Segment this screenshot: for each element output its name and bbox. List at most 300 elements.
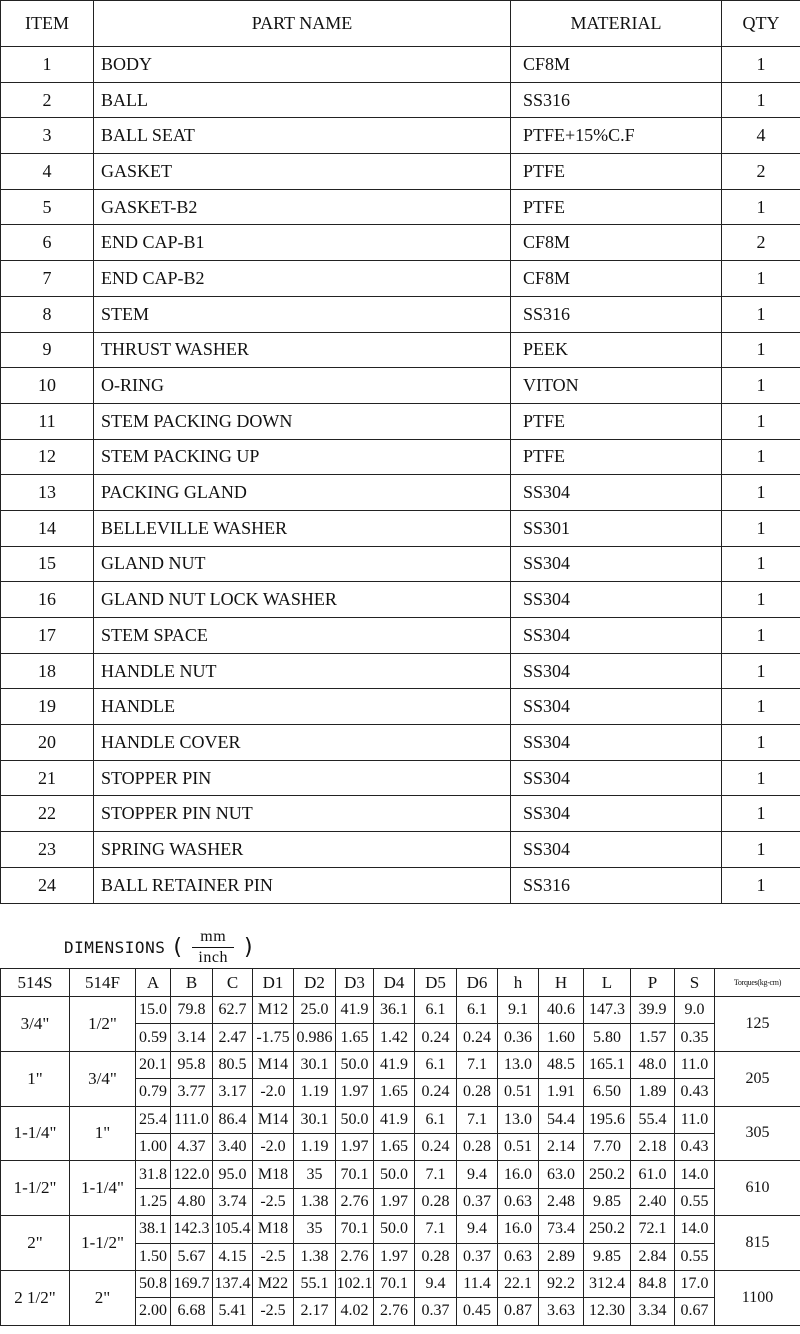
part-item-number: 4 <box>1 154 94 190</box>
part-name: BELLEVILLE WASHER <box>94 510 511 546</box>
dimension-value-inch: 0.35 <box>675 1024 715 1051</box>
torque-value: 125 <box>715 997 800 1052</box>
dimension-value-inch: 0.28 <box>415 1243 457 1270</box>
part-name: STEM PACKING DOWN <box>94 403 511 439</box>
dimension-value-inch: 5.41 <box>213 1298 253 1325</box>
dimension-value-inch: 1.38 <box>294 1188 336 1215</box>
dimension-value-inch: 0.24 <box>415 1024 457 1051</box>
part-item-number: 18 <box>1 653 94 689</box>
part-item-number: 5 <box>1 189 94 225</box>
part-item-number: 7 <box>1 261 94 297</box>
dimension-row-mm <box>1 1161 800 1188</box>
part-qty: 1 <box>722 832 800 868</box>
dimension-value-inch: 12.30 <box>584 1298 631 1325</box>
unit-mm: mm <box>192 928 234 948</box>
dimension-value-inch: 1.65 <box>336 1024 374 1051</box>
dimensions-heading <box>64 928 261 967</box>
dimension-column-header: H <box>539 969 584 997</box>
parts-row <box>1 439 800 475</box>
header-qty: QTY <box>722 1 800 47</box>
dimension-value-inch: 1.97 <box>374 1188 415 1215</box>
parts-row <box>1 510 800 546</box>
dimension-value-inch: 2.47 <box>213 1024 253 1051</box>
dimension-value-mm: 35 <box>294 1216 336 1243</box>
dimensions-header-row <box>1 969 800 997</box>
part-item-number: 1 <box>1 47 94 83</box>
dimension-value-inch: 1.38 <box>294 1243 336 1270</box>
dimension-value-mm: 312.4 <box>584 1270 631 1297</box>
dimension-value-mm: 40.6 <box>539 997 584 1024</box>
size-514s: 2 1/2" <box>1 1270 70 1325</box>
d1-pitch: -2.0 <box>253 1133 294 1160</box>
dimension-value-inch: 0.55 <box>675 1243 715 1270</box>
dimension-value-inch: 0.67 <box>675 1298 715 1325</box>
dimension-value-mm: 147.3 <box>584 997 631 1024</box>
dimension-value-mm: 38.1 <box>136 1216 171 1243</box>
dimension-value-mm: 72.1 <box>631 1216 675 1243</box>
dimension-row-mm <box>1 1106 800 1133</box>
part-qty: 1 <box>722 332 800 368</box>
dimension-value-mm: 92.2 <box>539 1270 584 1297</box>
part-material: VITON <box>511 368 722 404</box>
dimension-value-mm: 13.0 <box>498 1106 539 1133</box>
part-item-number: 9 <box>1 332 94 368</box>
dimension-value-inch: 0.37 <box>415 1298 457 1325</box>
part-item-number: 10 <box>1 368 94 404</box>
parts-row <box>1 332 800 368</box>
part-name: STOPPER PIN <box>94 760 511 796</box>
dimension-column-header: A <box>136 969 171 997</box>
part-material: SS304 <box>511 546 722 582</box>
dimension-value-mm: 30.1 <box>294 1106 336 1133</box>
dimension-value-mm: 70.1 <box>374 1270 415 1297</box>
dimension-value-mm: 25.4 <box>136 1106 171 1133</box>
dimension-value-mm: 41.9 <box>374 1051 415 1078</box>
part-material: SS304 <box>511 689 722 725</box>
part-qty: 1 <box>722 689 800 725</box>
dimension-value-mm: 36.1 <box>374 997 415 1024</box>
part-item-number: 24 <box>1 867 94 903</box>
dimension-value-inch: 3.17 <box>213 1079 253 1106</box>
dimension-value-mm: 7.1 <box>457 1051 498 1078</box>
dimension-column-header: L <box>584 969 631 997</box>
d1-thread: M18 <box>253 1161 294 1188</box>
dimensions-table <box>0 968 800 1326</box>
dimension-value-inch: 0.24 <box>415 1133 457 1160</box>
dimension-value-inch: 3.74 <box>213 1188 253 1215</box>
dimension-row-mm <box>1 1216 800 1243</box>
dimension-value-inch: 5.80 <box>584 1024 631 1051</box>
dimension-value-inch: 1.42 <box>374 1024 415 1051</box>
part-item-number: 6 <box>1 225 94 261</box>
dimension-value-mm: 86.4 <box>213 1106 253 1133</box>
part-item-number: 22 <box>1 796 94 832</box>
part-material: PTFE <box>511 403 722 439</box>
part-item-number: 23 <box>1 832 94 868</box>
part-qty: 1 <box>722 82 800 118</box>
d1-pitch: -2.5 <box>253 1298 294 1325</box>
d1-thread: M14 <box>253 1051 294 1078</box>
dimension-value-inch: 1.25 <box>136 1188 171 1215</box>
dimension-value-mm: 7.1 <box>457 1106 498 1133</box>
part-name: STEM PACKING UP <box>94 439 511 475</box>
part-name: GLAND NUT <box>94 546 511 582</box>
dimension-column-header: C <box>213 969 253 997</box>
dimension-value-inch: 1.65 <box>374 1079 415 1106</box>
dimension-value-mm: 11.4 <box>457 1270 498 1297</box>
dimension-value-mm: 7.1 <box>415 1161 457 1188</box>
dimension-value-mm: 55.1 <box>294 1270 336 1297</box>
dimension-column-header: D5 <box>415 969 457 997</box>
part-name: HANDLE NUT <box>94 653 511 689</box>
part-item-number: 16 <box>1 582 94 618</box>
part-qty: 1 <box>722 296 800 332</box>
parts-row <box>1 118 800 154</box>
dimension-value-mm: 7.1 <box>415 1216 457 1243</box>
parts-row <box>1 189 800 225</box>
dimension-value-mm: 165.1 <box>584 1051 631 1078</box>
part-qty: 1 <box>722 582 800 618</box>
dimension-value-inch: 1.57 <box>631 1024 675 1051</box>
dimension-value-inch: 0.45 <box>457 1298 498 1325</box>
dimension-value-inch: 0.36 <box>498 1024 539 1051</box>
dimension-value-mm: 70.1 <box>336 1216 374 1243</box>
dimension-value-mm: 50.0 <box>374 1161 415 1188</box>
dimension-value-inch: 0.37 <box>457 1243 498 1270</box>
parts-row <box>1 296 800 332</box>
part-material: SS304 <box>511 760 722 796</box>
dimension-value-mm: 13.0 <box>498 1051 539 1078</box>
dimension-value-inch: 4.15 <box>213 1243 253 1270</box>
dimension-column-header: h <box>498 969 539 997</box>
part-name: END CAP-B1 <box>94 225 511 261</box>
d1-thread: M18 <box>253 1216 294 1243</box>
part-material: SS301 <box>511 510 722 546</box>
dimension-value-inch: 1.91 <box>539 1079 584 1106</box>
part-name: BALL RETAINER PIN <box>94 867 511 903</box>
dimension-value-mm: 169.7 <box>171 1270 213 1297</box>
dimension-column-header: 514F <box>70 969 136 997</box>
dimension-value-mm: 142.3 <box>171 1216 213 1243</box>
dimension-value-mm: 35 <box>294 1161 336 1188</box>
parts-row <box>1 154 800 190</box>
part-material: SS304 <box>511 618 722 654</box>
header-material: MATERIAL <box>511 1 722 47</box>
dimension-value-mm: 6.1 <box>415 1106 457 1133</box>
dimension-value-mm: 39.9 <box>631 997 675 1024</box>
dimension-value-inch: 0.43 <box>675 1133 715 1160</box>
dimension-value-inch: 2.14 <box>539 1133 584 1160</box>
dimension-value-inch: 0.37 <box>457 1188 498 1215</box>
part-material: SS304 <box>511 832 722 868</box>
parts-row <box>1 261 800 297</box>
dimension-value-inch: 2.76 <box>336 1243 374 1270</box>
dimension-value-inch: 0.24 <box>415 1079 457 1106</box>
dimension-value-inch: 2.17 <box>294 1298 336 1325</box>
dimension-value-mm: 22.1 <box>498 1270 539 1297</box>
part-material: SS304 <box>511 475 722 511</box>
d1-thread: M14 <box>253 1106 294 1133</box>
torque-value: 610 <box>715 1161 800 1216</box>
part-name: GASKET <box>94 154 511 190</box>
dimension-value-mm: 9.4 <box>415 1270 457 1297</box>
parts-row <box>1 475 800 511</box>
dimension-value-mm: 63.0 <box>539 1161 584 1188</box>
parts-row <box>1 760 800 796</box>
header-part-name: PART NAME <box>94 1 511 47</box>
dimension-value-mm: 11.0 <box>675 1051 715 1078</box>
part-name: STEM <box>94 296 511 332</box>
part-item-number: 21 <box>1 760 94 796</box>
dimension-value-mm: 50.0 <box>336 1051 374 1078</box>
part-name: STOPPER PIN NUT <box>94 796 511 832</box>
dimension-value-mm: 15.0 <box>136 997 171 1024</box>
dimension-value-inch: 3.14 <box>171 1024 213 1051</box>
part-qty: 1 <box>722 618 800 654</box>
part-qty: 1 <box>722 546 800 582</box>
dimension-value-mm: 137.4 <box>213 1270 253 1297</box>
part-material: CF8M <box>511 261 722 297</box>
dimension-value-mm: 250.2 <box>584 1216 631 1243</box>
dimension-value-mm: 54.4 <box>539 1106 584 1133</box>
part-name: STEM SPACE <box>94 618 511 654</box>
dimension-value-inch: 0.87 <box>498 1298 539 1325</box>
dimension-column-header: D3 <box>336 969 374 997</box>
part-name: HANDLE <box>94 689 511 725</box>
torque-value: 305 <box>715 1106 800 1161</box>
dimension-value-mm: 79.8 <box>171 997 213 1024</box>
dimension-column-header: D4 <box>374 969 415 997</box>
dimension-value-inch: 2.18 <box>631 1133 675 1160</box>
dimension-value-inch: 2.76 <box>374 1298 415 1325</box>
dimension-column-header: 514S <box>1 969 70 997</box>
part-qty: 2 <box>722 154 800 190</box>
dimension-value-mm: 50.0 <box>374 1216 415 1243</box>
part-qty: 4 <box>722 118 800 154</box>
part-name: O-RING <box>94 368 511 404</box>
part-material: PTFE <box>511 439 722 475</box>
dimension-value-inch: 2.89 <box>539 1243 584 1270</box>
parts-body <box>1 47 800 904</box>
dimension-value-inch: 0.55 <box>675 1188 715 1215</box>
dimension-value-inch: 6.50 <box>584 1079 631 1106</box>
dimension-row-mm <box>1 997 800 1024</box>
dimension-value-mm: 9.4 <box>457 1161 498 1188</box>
dimension-value-mm: 61.0 <box>631 1161 675 1188</box>
part-item-number: 3 <box>1 118 94 154</box>
dimension-column-header: D2 <box>294 969 336 997</box>
part-material: PEEK <box>511 332 722 368</box>
part-item-number: 15 <box>1 546 94 582</box>
part-qty: 1 <box>722 725 800 761</box>
size-514s: 1-1/4" <box>1 1106 70 1161</box>
dimension-value-inch: 0.28 <box>457 1133 498 1160</box>
dimension-value-inch: 3.34 <box>631 1298 675 1325</box>
size-514f: 1/2" <box>70 997 136 1052</box>
part-item-number: 19 <box>1 689 94 725</box>
part-name: GASKET-B2 <box>94 189 511 225</box>
dimension-value-inch: 4.02 <box>336 1298 374 1325</box>
parts-row <box>1 582 800 618</box>
part-name: BODY <box>94 47 511 83</box>
part-name: END CAP-B2 <box>94 261 511 297</box>
dimension-column-header: P <box>631 969 675 997</box>
dimension-value-mm: 16.0 <box>498 1216 539 1243</box>
part-material: SS316 <box>511 296 722 332</box>
dimension-value-inch: 6.68 <box>171 1298 213 1325</box>
part-qty: 1 <box>722 653 800 689</box>
dimension-value-mm: 195.6 <box>584 1106 631 1133</box>
dimension-value-mm: 6.1 <box>457 997 498 1024</box>
dimension-value-inch: 0.24 <box>457 1024 498 1051</box>
part-qty: 1 <box>722 403 800 439</box>
dimension-value-inch: 1.19 <box>294 1079 336 1106</box>
part-item-number: 20 <box>1 725 94 761</box>
part-item-number: 12 <box>1 439 94 475</box>
dimension-column-header: D1 <box>253 969 294 997</box>
parts-row <box>1 225 800 261</box>
dimension-value-inch: 2.76 <box>336 1188 374 1215</box>
parts-row <box>1 546 800 582</box>
dimension-value-inch: 9.85 <box>584 1243 631 1270</box>
dimensions-title: DIMENSIONS <box>64 938 166 957</box>
parts-row <box>1 689 800 725</box>
size-514s: 2" <box>1 1216 70 1271</box>
dimension-value-mm: 16.0 <box>498 1161 539 1188</box>
dimension-value-inch: 0.986 <box>294 1024 336 1051</box>
dimension-row-mm <box>1 1051 800 1078</box>
dimension-value-mm: 9.1 <box>498 997 539 1024</box>
torque-value: 815 <box>715 1216 800 1271</box>
part-material: PTFE <box>511 154 722 190</box>
part-qty: 1 <box>722 796 800 832</box>
dimension-value-mm: 55.4 <box>631 1106 675 1133</box>
size-514s: 3/4" <box>1 997 70 1052</box>
dimension-value-inch: 1.60 <box>539 1024 584 1051</box>
dimension-value-mm: 62.7 <box>213 997 253 1024</box>
dimension-value-inch: 0.63 <box>498 1188 539 1215</box>
dimension-value-inch: 4.37 <box>171 1133 213 1160</box>
dimension-value-inch: 0.51 <box>498 1133 539 1160</box>
dimension-value-inch: 2.48 <box>539 1188 584 1215</box>
dimension-row-mm <box>1 1270 800 1297</box>
dimension-value-mm: 9.4 <box>457 1216 498 1243</box>
dimension-value-mm: 250.2 <box>584 1161 631 1188</box>
part-item-number: 14 <box>1 510 94 546</box>
header-item: ITEM <box>1 1 94 47</box>
dimension-value-inch: 2.84 <box>631 1243 675 1270</box>
part-name: BALL SEAT <box>94 118 511 154</box>
dimension-value-mm: 17.0 <box>675 1270 715 1297</box>
dimension-value-mm: 25.0 <box>294 997 336 1024</box>
parts-row <box>1 403 800 439</box>
parts-header-row <box>1 1 800 47</box>
dimension-value-inch: 4.80 <box>171 1188 213 1215</box>
dimension-value-inch: 0.51 <box>498 1079 539 1106</box>
dimension-value-mm: 73.4 <box>539 1216 584 1243</box>
part-qty: 1 <box>722 261 800 297</box>
part-material: SS304 <box>511 725 722 761</box>
unit-inch: inch <box>198 949 228 966</box>
dimension-value-inch: 3.63 <box>539 1298 584 1325</box>
dimension-value-mm: 95.8 <box>171 1051 213 1078</box>
dimension-value-mm: 50.8 <box>136 1270 171 1297</box>
dimension-value-mm: 9.0 <box>675 997 715 1024</box>
dimension-value-inch: 1.97 <box>374 1243 415 1270</box>
dimension-value-inch: 7.70 <box>584 1133 631 1160</box>
size-514s: 1" <box>1 1051 70 1106</box>
dimension-value-mm: 84.8 <box>631 1270 675 1297</box>
open-paren: ( <box>173 935 183 960</box>
parts-row <box>1 796 800 832</box>
dimension-value-mm: 6.1 <box>415 1051 457 1078</box>
dimension-value-inch: 0.28 <box>457 1079 498 1106</box>
dimension-value-inch: 3.40 <box>213 1133 253 1160</box>
dimension-value-inch: 3.77 <box>171 1079 213 1106</box>
size-514f: 2" <box>70 1270 136 1325</box>
part-material: SS316 <box>511 867 722 903</box>
parts-row <box>1 867 800 903</box>
dimension-column-header: Torques(kg-cm) <box>715 969 800 997</box>
part-qty: 1 <box>722 475 800 511</box>
dimension-value-inch: 2.00 <box>136 1298 171 1325</box>
part-material: PTFE <box>511 189 722 225</box>
dimension-value-mm: 41.9 <box>374 1106 415 1133</box>
part-qty: 1 <box>722 760 800 796</box>
part-item-number: 2 <box>1 82 94 118</box>
dimension-value-inch: 1.97 <box>336 1079 374 1106</box>
dimension-column-header: S <box>675 969 715 997</box>
parts-row <box>1 832 800 868</box>
close-paren: ) <box>243 935 254 960</box>
parts-row <box>1 618 800 654</box>
part-name: HANDLE COVER <box>94 725 511 761</box>
dimension-value-inch: 9.85 <box>584 1188 631 1215</box>
dimension-value-mm: 20.1 <box>136 1051 171 1078</box>
dimension-value-inch: 1.97 <box>336 1133 374 1160</box>
part-qty: 2 <box>722 225 800 261</box>
dimension-value-mm: 30.1 <box>294 1051 336 1078</box>
dimension-value-mm: 105.4 <box>213 1216 253 1243</box>
part-qty: 1 <box>722 368 800 404</box>
dimension-value-inch: 1.19 <box>294 1133 336 1160</box>
dimension-value-mm: 14.0 <box>675 1216 715 1243</box>
dimension-value-mm: 48.0 <box>631 1051 675 1078</box>
d1-thread: M12 <box>253 997 294 1024</box>
part-material: CF8M <box>511 47 722 83</box>
d1-pitch: -2.5 <box>253 1188 294 1215</box>
dimension-value-inch: 0.79 <box>136 1079 171 1106</box>
dimension-value-inch: 2.40 <box>631 1188 675 1215</box>
part-material: PTFE+15%C.F <box>511 118 722 154</box>
dimension-value-mm: 48.5 <box>539 1051 584 1078</box>
part-item-number: 11 <box>1 403 94 439</box>
dimension-value-mm: 95.0 <box>213 1161 253 1188</box>
part-qty: 1 <box>722 189 800 225</box>
dimension-value-mm: 102.1 <box>336 1270 374 1297</box>
torque-value: 205 <box>715 1051 800 1106</box>
parts-row <box>1 368 800 404</box>
dimension-value-inch: 0.43 <box>675 1079 715 1106</box>
size-514f: 1-1/4" <box>70 1161 136 1216</box>
size-514f: 1-1/2" <box>70 1216 136 1271</box>
parts-row <box>1 47 800 83</box>
part-qty: 1 <box>722 47 800 83</box>
d1-pitch: -1.75 <box>253 1024 294 1051</box>
part-material: CF8M <box>511 225 722 261</box>
dimension-value-inch: 0.28 <box>415 1188 457 1215</box>
size-514f: 1" <box>70 1106 136 1161</box>
